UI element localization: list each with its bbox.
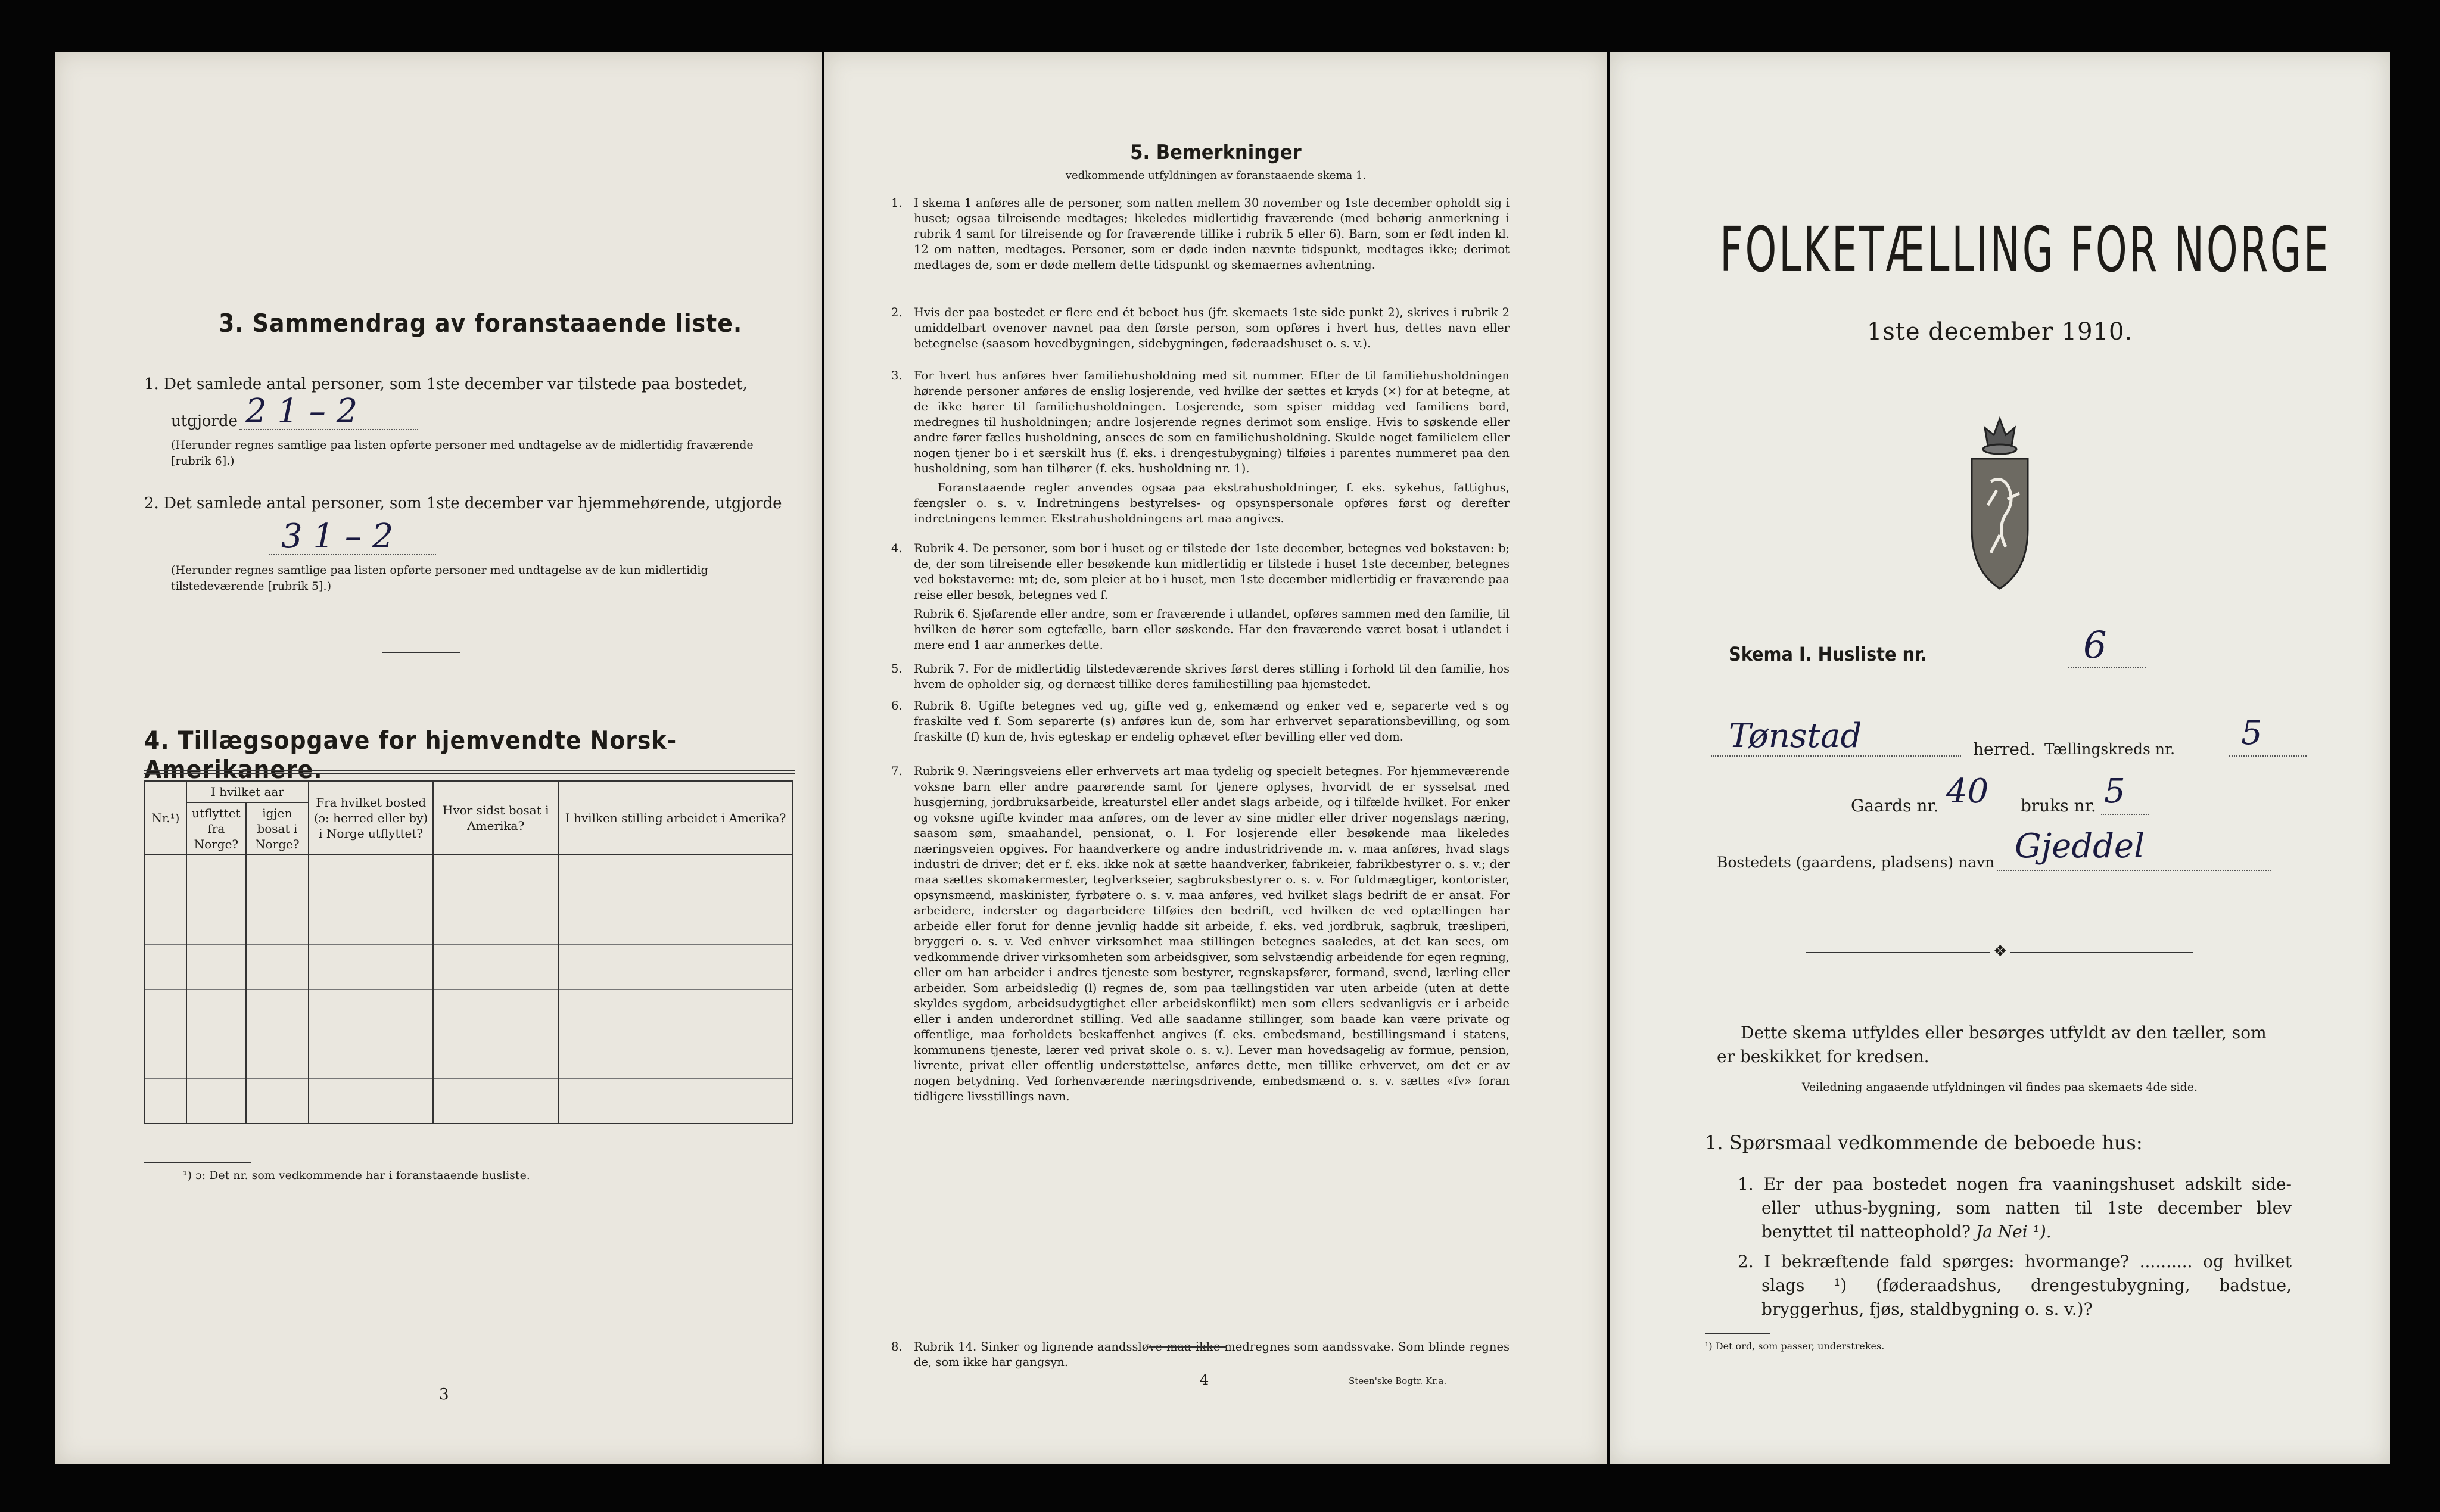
- footnote-rule: [144, 1162, 251, 1163]
- col-igjen: igjen bosat i Norge?: [246, 802, 309, 855]
- table-row: [145, 900, 793, 945]
- kreds-line: [2229, 755, 2307, 757]
- remarks-title: 5. Bemerkninger: [1130, 141, 1302, 164]
- summary-item-1-note: (Herunder regnes samtlige paa listen opførte personer med undtagelse av de midlertidig fraværende [rubrik 6].): [171, 438, 754, 468]
- remark-number: 3.: [891, 369, 902, 382]
- remark-item: [891, 305, 1510, 351]
- bruks-line: [2101, 814, 2149, 815]
- remark-text: Rubrik 7. For de midlertidig tilstedeværende skrives først deres stilling i forhold til den familie, hos hvem de opholder sig, og dernæst tillike deres familiestilling paa hjemstedet.: [914, 662, 1510, 691]
- coat-of-arms-icon: [1955, 392, 2044, 601]
- page-number: 4: [1200, 1371, 1209, 1388]
- remark-item: [891, 1339, 1510, 1370]
- question-1: [1738, 1172, 2292, 1244]
- census-title: FOLKETÆLLING FOR NORGE: [1720, 213, 2331, 286]
- section-3-title: 3. Sammendrag av foranstaaende liste.: [219, 309, 743, 338]
- instructions-note: Veiledning angaaende utfyldningen vil findes paa skemaets 4de side.: [1801, 1081, 2198, 1094]
- husliste-number: 6: [2083, 623, 2107, 667]
- col-hvor: Hvor sidst bosat i Amerika?: [433, 781, 558, 855]
- herred-label: herred.: [1973, 739, 2036, 759]
- table-row: [145, 1079, 793, 1124]
- table-row: [145, 1034, 793, 1079]
- page-3: [55, 52, 822, 1464]
- remark-text: Hvis der paa bostedet er flere end ét beboet hus (jfr. skemaets 1ste side punkt 2), skrives i rubrik 2 umiddelbart ovenover navnet paa den første person, som opføres i hvert hus, dettes navn eller betegnelse (saasom hovedbygningen, sidebygningen, føderaadshuset o. s. v.).: [914, 306, 1510, 350]
- remark-text: Rubrik 6. Sjøfarende eller andre, som er fraværende i utlandet, opføres sammen med den familie, til hvilken de hører som egtefælle, barn eller søskende. Har den fraværende været bosat i utlandet i mere end 1 aar anmerkes dette.: [914, 607, 1510, 652]
- summary-item-2-value: 3 1 – 2: [281, 517, 394, 556]
- remark-item: [891, 541, 1510, 603]
- footnote-rule: [1705, 1333, 1770, 1334]
- census-date: 1ste december 1910.: [1866, 318, 2133, 346]
- table-row: [145, 855, 793, 900]
- divider: [1149, 1346, 1227, 1348]
- divider: [382, 652, 460, 653]
- schema-label: Skema I. Husliste nr.: [1729, 643, 1927, 665]
- page-number: 3: [439, 1386, 449, 1404]
- remark-text: Rubrik 4. De personer, som bor i huset og er tilstede der 1ste december, betegnes ved bokstaven: b; de, der som tilreisende eller besøkende kun midlertidig er tilstede i huset 1ste december, betegnes ved bokstaverne: mt; de, som pleier at bo i huset, men 1ste december midlertidig er fraværende paa reise eller besøk, betegnes ved f.: [914, 542, 1510, 602]
- remark-number: 2.: [891, 306, 902, 319]
- remark-number: 5.: [891, 662, 902, 676]
- remark-item: [891, 368, 1510, 477]
- norsk-amerikanere-table: [144, 780, 793, 1124]
- herred-line: [1711, 755, 1961, 757]
- printer-mark: Steen'ske Bogtr. Kr.a.: [1349, 1374, 1446, 1386]
- summary-item-1: [144, 373, 793, 396]
- page-1: [1610, 52, 2390, 1464]
- remark-number: 6.: [891, 699, 902, 713]
- remark-text: Rubrik 8. Ugifte betegnes ved ug, gifte ved g, enkemænd og enker ved e, separerte ved s og fraskilte ved f. Som separerte (s) anføres kun de, som har erhvervet separationsbevilling, og som fraskilte (f) kun de, hvis egteskap er endelig ophævet efter bevilling eller ved dom.: [914, 699, 1510, 743]
- page-4: [824, 52, 1607, 1464]
- col-nr: Nr.¹): [145, 781, 186, 855]
- col-utflyttet: utflyttet fra Norge?: [186, 802, 246, 855]
- summary-item-1-label: utgjorde: [171, 412, 238, 430]
- kreds-label: Tællingskreds nr.: [2044, 741, 2176, 758]
- bruks-value: 5: [2104, 772, 2125, 811]
- remark-item: [891, 195, 1510, 273]
- ornament-icon: ❖: [1990, 942, 2010, 960]
- table-footnote: ¹) ɔ: Det nr. som vedkommende har i foranstaaende husliste.: [183, 1169, 530, 1182]
- col-stilling: I hvilken stilling arbeidet i Amerika?: [558, 781, 793, 855]
- remark-item: [891, 764, 1510, 1105]
- question-2: 2. I bekræftende fald spørges: hvormange? .......... og hvilket slags ¹) (føderaadshus, drengestubygning, badstue, bryggerhus, fjøs, staldbygning o. s. v.)?: [1738, 1252, 2292, 1319]
- remark-text: For hvert hus anføres hver familiehusholdning med sit nummer. Efter de til familiehusholdningen hørende personer anføres de enslig losjerende, ved hvilke der sættes et kryds (×) for at betegne, at de ikke hører til familiehusholdningen. Losjerende, som spiser middag ved familiens bord, medregnes til husholdningen; andre losjerende regnes derimot som enslige. Hvis to søskende eller andre fører fælles husholdning, ansees de som en familiehusholdning. Skulde noget familielem eller nogen tjener bo i et særskilt hus (f. eks. i drengestubygning) tilføies i parentes nummeret paa den husholdning, som han tilhører (f. eks. husholdning nr. 1).: [914, 369, 1510, 475]
- table-row: [145, 990, 793, 1034]
- remark-item: [914, 606, 1510, 653]
- remark-text: Rubrik 14. Sinker og lignende aandssløve maa ikke medregnes som aandssvake. Som blinde regnes de, som ikke har gangsyn.: [914, 1340, 1510, 1369]
- col-group-aar: I hvilket aar: [186, 781, 309, 802]
- remark-number: 1.: [891, 196, 902, 210]
- col-fra: Fra hvilket bosted (ɔ: herred eller by) i Norge utflyttet?: [309, 781, 434, 855]
- section-1-title: 1. Spørsmaal vedkommende de beboede hus:: [1705, 1131, 2143, 1154]
- remark-number: 8.: [891, 1340, 902, 1354]
- remark-text: Rubrik 9. Næringsveiens eller erhvervets art maa tydelig og specielt betegnes. For hjemmeværende voksne barn eller andre paarørende samt for tjenere oplyses, hvorvidt de er sysselsat med husgjerning, jordbruksarbeide, kreaturstel eller andet slags arbeide, og i tilfælde hvilket. For enker og voksne ugifte kvinder maa anføres, om de lever av sine midler eller driver nogenslags næring, saasom søm, smaahandel, pensionat, o. l. For losjerende eller besøkende maa likeledes næringsveien opgives. For haandverkere og andre industridrivende m. v. maa anføres, hvad slags industri de driver; det er f. eks. ikke nok at sætte haandverker, fabrikeier, fabrikbestyrer o. s. v.; der maa sættes skomakermester, teglverkseier, sagbruksbestyrer o. s. v. For fuldmægtiger, kontorister, opsynsmænd, maskinister, fyrbøtere o. s. v. maa anføres, ved hvilket slags bedrift de er ansat. For arbeidere, inderster og dagarbeidere tilføies den bedrift, ved hvilken de ved optællingen har arbeide eller forut for denne jevnlig hadde sit arbeide, f. eks. ved jordbruk, sagbruk, træsliperi, bryggeri o. s. v. Ved enhver virksomhet maa stillingen betegnes saaledes, at det kan sees, om vedkommende driver virksomheten som arbeidsgiver, som selvstændig arbeidende for egen regning, eller om han arbeider i andres tjeneste som bestyrer, regnskapsfører, formand, svend, lærling eller arbeider. Som arbeidsledig (l) regnes de, som paa tællingstiden var uten arbeide (uten at dette skyldes sygdom, arbeidsudygtighet eller arbeidskonflikt) men som ellers sedvanligvis er i arbeide eller i anden underordnet stilling. Ved alle saadanne stillinger, som baade kan være private og offentlige, maa forholdets beskaffenhet angives (f. eks. embedsmand, bestillingsmand i statens, kommunens tjeneste, lærer ved privat skole o. s. v.). Lever man hovedsagelig av formue, pension, livrente, privat eller offentlig understøttelse, anføres dette, men tillike erhvervet, om det er av nogen betydning. Ved forhenværende næringsdrivende, embedsmænd o. s. v. sættes «fv» foran tidligere livsstillings navn.: [914, 764, 1510, 1103]
- remark-item: [891, 698, 1510, 745]
- table-row: [145, 945, 793, 990]
- question-1-answer: Ja Nei ¹).: [1975, 1222, 2052, 1242]
- husliste-line: [2068, 667, 2146, 668]
- summary-item-1-line: [239, 429, 418, 430]
- page-1-footnote: ¹) Det ord, som passer, understrekes.: [1705, 1340, 1885, 1352]
- remark-item: [891, 661, 1510, 692]
- summary-item-2-line: [269, 554, 436, 555]
- herred-value: Tønstad: [1729, 717, 1862, 755]
- bruks-label: bruks nr.: [2021, 796, 2096, 816]
- gaards-label: Gaards nr.: [1851, 796, 1939, 816]
- remark-number: 7.: [891, 764, 902, 778]
- remark-number: 4.: [891, 542, 902, 555]
- bosted-value: Gjeddel: [2015, 827, 2145, 866]
- section-4-rule: [144, 770, 795, 774]
- section-4-title: 4. Tillægsopgave for hjemvendte Norsk-Amerikanere.: [144, 726, 677, 784]
- summary-item-1-text: 1. Det samlede antal personer, som 1ste december var tilstede paa bostedet,: [144, 375, 748, 393]
- question-1-text: 1. Er der paa bostedet nogen fra vaaningshuset adskilt side- eller uthus-bygning, som natten til 1ste december blev benyttet til natteophold?: [1738, 1174, 2292, 1242]
- gaards-value: 40: [1946, 772, 1989, 811]
- bosted-label: Bostedets (gaardens, pladsens) navn: [1717, 854, 1995, 871]
- kreds-value: 5: [2241, 714, 2262, 752]
- summary-item-2-note: (Herunder regnes samtlige paa listen opførte personer med undtagelse av de kun midlertidig tilstedeværende [rubrik 5].): [171, 564, 708, 593]
- remark-text: Foranstaaende regler anvendes ogsaa paa ekstrahusholdninger, f. eks. sykehus, fattighus, fængsler o. s. v. Indretningens bestyrelses- og opsynspersonale opføres først og derefter indretningens lemmer. Ekstrahusholdningens art maa angives.: [914, 481, 1510, 525]
- instructions: Dette skema utfyldes eller besørges utfyldt av den tæller, som er beskikket for kredsen.: [1717, 1023, 2267, 1066]
- remark-item: [914, 480, 1510, 527]
- summary-item-1-value: 2 1 – 2: [245, 392, 358, 431]
- remarks-subtitle: vedkommende utfyldningen av foranstaaende skema 1.: [1065, 169, 1367, 182]
- bosted-line: [1997, 870, 2271, 871]
- summary-item-2-text: 2. Det samlede antal personer, som 1ste december var hjemmehørende, utgjorde: [144, 494, 782, 512]
- remark-text: I skema 1 anføres alle de personer, som natten mellem 30 november og 1ste december opholdt sig i huset; ogsaa tilreisende medtages; likeledes midlertidig fraværende (med behørig anmerkning i rubrik 4 samt for tilreisende og for fraværende tillike i rubrik 5 eller 6). Barn, som er født inden kl. 12 om natten, medtages. Personer, som er døde inden nævnte tidspunkt, medtages ikke; derimot medtages de, som er døde mellem dette tidspunkt og skemaernes avhentning.: [914, 196, 1510, 272]
